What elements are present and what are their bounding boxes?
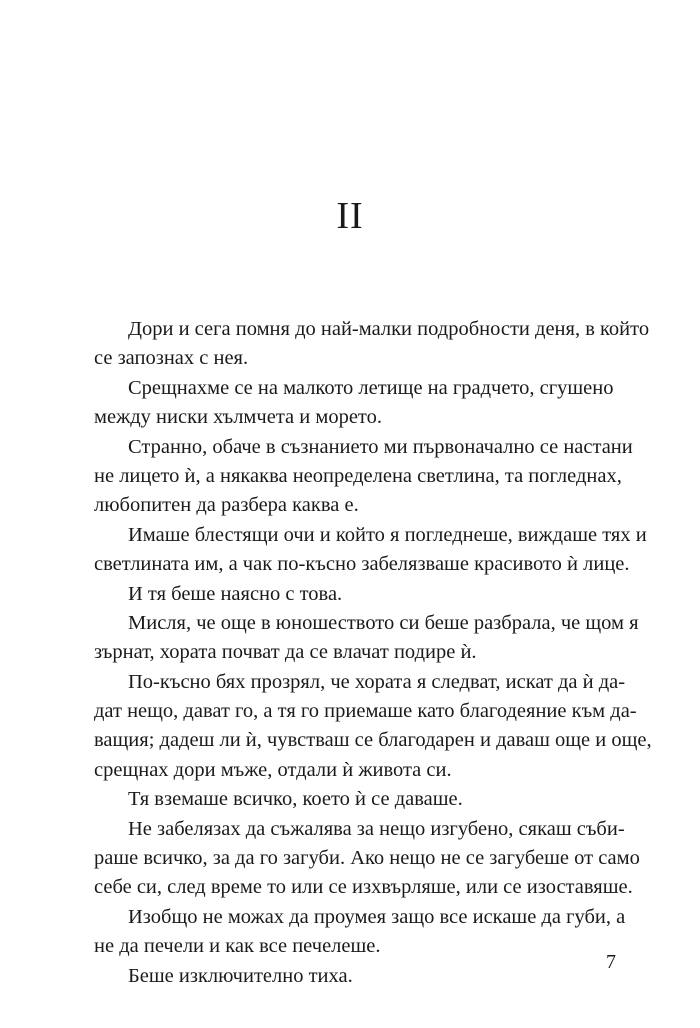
text-line: Дори и сега помня до най-малки подробности деня, в който xyxy=(128,318,650,340)
text-line: не да печели и как все печелеше. xyxy=(94,935,381,958)
text-line: Мисля, че още в юношеството си беше разбрала, че щом я xyxy=(128,611,639,634)
text-line: между ниски хълмчета и морето. xyxy=(94,406,382,429)
paragraph xyxy=(94,315,650,374)
paragraph xyxy=(94,580,610,609)
text-line: светлината им, а чак по-късно забелязваше красивото ѝ лице. xyxy=(94,553,630,576)
text-line: дат нещо, дават го, а тя го приемаше като благодеяние към да- xyxy=(94,700,637,723)
text-line: зърнат, хората почват да се влачат подире ѝ. xyxy=(94,641,477,664)
paragraph xyxy=(94,374,614,433)
page-number: 7 xyxy=(606,951,616,973)
text-line: Беше изключително тиха. xyxy=(128,964,353,987)
text-line: Странно, обаче в съзнанието ми първоначално се настани xyxy=(128,435,633,458)
text-line: се запознах с нея. xyxy=(94,347,249,370)
text-line: Срещнахме се на малкото летище на градчето, сгушено xyxy=(128,376,614,399)
text-line: ващия; дадеш ли ѝ, чувстваш се благодарен и даваш още и още, xyxy=(94,729,652,752)
paragraph xyxy=(94,668,652,786)
chapter-heading: II xyxy=(336,195,364,237)
text-line: раше всичко, за да го загуби. Ако нещо не се загубеше от само xyxy=(94,847,640,870)
text-line: Изобщо не можах да проумея защо все искаше да губи, а xyxy=(128,905,626,928)
paragraph xyxy=(94,785,610,814)
paragraph xyxy=(94,433,633,521)
paragraph xyxy=(94,903,626,962)
text-line: И тя беше наясно с това. xyxy=(128,582,343,605)
paragraph xyxy=(94,815,640,903)
text-line: себе си, след време то или се изхвърляше, или се изоставяше. xyxy=(94,876,633,899)
text-line: Тя вземаше всичко, което ѝ се даваше. xyxy=(128,788,463,811)
text-line: Имаше блестящи очи и който я погледнеше, виждаше тях и xyxy=(128,523,647,546)
body-text xyxy=(94,315,652,991)
text-line: Не забелязах да съжалява за нещо изгубено, сякаш съби- xyxy=(128,817,625,840)
paragraph xyxy=(94,962,610,991)
paragraph xyxy=(94,609,639,668)
paragraph xyxy=(94,521,647,580)
text-line: не лицето ѝ, а някаква неопределена светлина, та погледнах, xyxy=(94,464,622,487)
text-line: По-късно бях прозрял, че хората я следват, искат да ѝ да- xyxy=(128,670,626,693)
text-line: любопитен да разбера каква е. xyxy=(94,494,359,517)
text-line: срещнах дори мъже, отдали ѝ живота си. xyxy=(94,758,452,781)
